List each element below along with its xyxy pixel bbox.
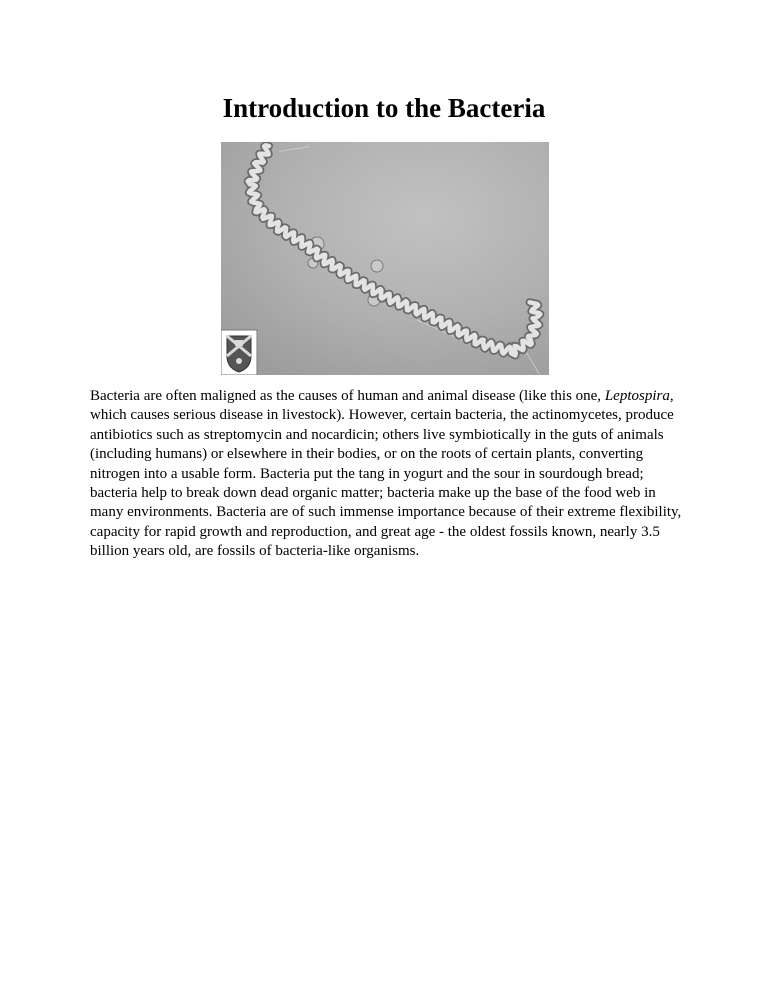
- paragraph-part-2: , which causes serious disease in livestock). However, certain bacteria, the actinomycetes, produce antibiotics such as streptomycin and nocardicin; others live symbiotically in the guts of animals (including humans) or elsewhere in their bodies, or on the roots of certain plants, converting nitrogen into a usable form. Bacteria put the tang in yogurt and the sour in sourdough bread; bacteria help to break down dead organic matter; bacteria make up the base of the food web in many environments. Bacteria are of such immense importance because of their extreme flexibility, capacity for rapid growth and reproduction, and great age - the oldest fossils known, nearly 3.5 billion years old, are fossils of bacteria-like organisms.: [90, 388, 682, 560]
- university-crest-icon: [221, 330, 257, 375]
- paragraph-part-1: Bacteria are often maligned as the causes of human and animal disease (like this one,: [90, 388, 605, 404]
- leptospira-micrograph: [221, 142, 549, 375]
- intro-paragraph: [90, 387, 690, 562]
- micrograph-grain: [221, 142, 549, 375]
- page-title: Introduction to the Bacteria: [222, 93, 546, 123]
- organism-name: Leptospira: [604, 388, 670, 404]
